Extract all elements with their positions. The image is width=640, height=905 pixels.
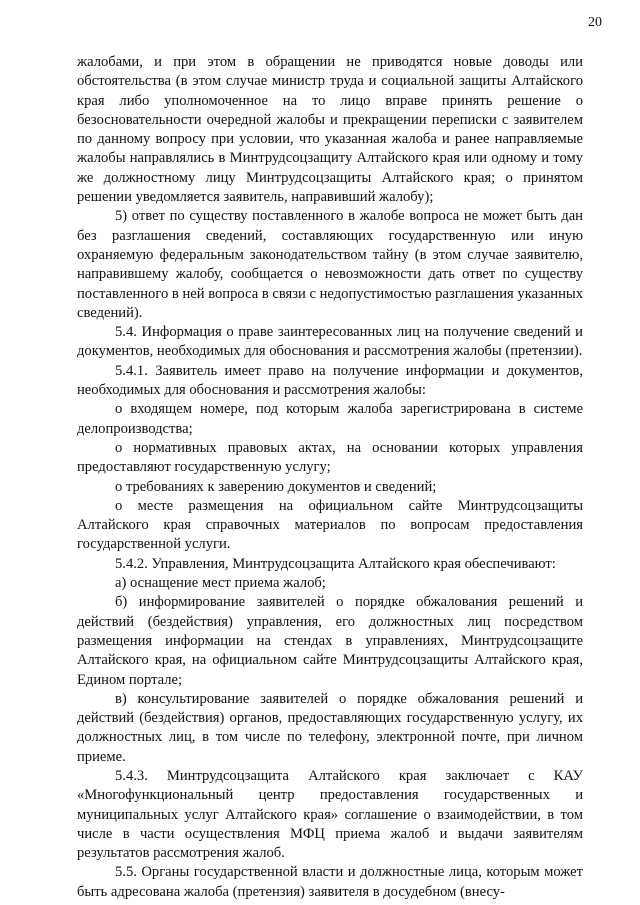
paragraph: 5.5. Органы государственной власти и должностные лица, которым может быть адресована жалоба (претензия) заявителя в досудебном (внесу- — [77, 864, 583, 900]
paragraph: б) информирование заявителей о порядке обжалования решений и действий (бездействия) управления, его должностных лиц посредством размещения информации на стендах в управлениях, Минтрудсоцзащите Алтайского края, на официальном сайте Минтрудсоцзащиты Алтайского края, Едином портале; — [77, 594, 583, 688]
paragraph: а) оснащение мест приема жалоб; — [115, 575, 326, 592]
paragraph: жалобами, и при этом в обращении не приводятся новые доводы или обстоятельства (в этом случае министр труда и социальной защиты Алтайского края либо уполномоченное на то лицо вправе принять решение о безосновательности очередной жалобы и прекращении переписки с заявителем по данному вопросу при условии, что указанная жалоба и ранее направляемые жалобы направлялись в Минтрудсоцзащиту Алтайского края или одному и тому же должностному лицу Минтрудсоцзащиты Алтайского края; о принятом решении уведомляется заявитель, направивший жалобу); — [77, 54, 583, 206]
paragraph: 5) ответ по существу поставленного в жалобе вопроса не может быть дан без разглашения сведений, составляющих государственную или иную охраняемую федеральным законодательством тайну (в этом случае заявителю, направившему жалобу, сообщается о невозможности дать ответ по существу поставленного в ней вопроса в связи с недопустимостью разглашения указанных сведений). — [77, 208, 584, 321]
body-text — [77, 53, 583, 902]
page-number: 20 — [588, 15, 602, 30]
paragraph: 5.4.2. Управления, Минтрудсоцзащита Алтайского края обеспечивают: — [115, 555, 556, 572]
paragraph: 5.4.1. Заявитель имеет право на получение информации и документов, необходимых для обоснования и рассмотрения жалобы: — [77, 362, 583, 399]
paragraph: о входящем номере, под которым жалоба зарегистрирована в системе делопроизводства; — [77, 401, 583, 437]
paragraph: в) консультирование заявителей о порядке обжалования решений и действий (бездействия) органов, предоставляющих государственную услугу, их должностных лиц, в том числе по телефону, электронной почте, при личном приеме. — [77, 690, 583, 765]
paragraph: 5.4.3. Минтрудсоцзащита Алтайского края заключает с КАУ «Многофункциональный центр предоставления государственных и муниципальных услуг Алтайского края» соглашение о взаимодействии, в том числе в части осуществления МФЦ приема жалоб и выдачи заявителям результатов рассмотрения жалоб. — [77, 767, 583, 862]
paragraph: о нормативных правовых актах, на основании которых управления предоставляют государственную услугу; — [77, 439, 583, 476]
paragraph: о месте размещения на официальном сайте Минтрудсоцзащиты Алтайского края справочных материалов по вопросам предоставления государственной услуги. — [77, 497, 583, 553]
paragraph: о требованиях к заверению документов и сведений; — [115, 478, 437, 495]
paragraph: 5.4. Информация о праве заинтересованных лиц на получение сведений и документов, необходимых для обоснования и рассмотрения жалобы (претензии). — [77, 324, 583, 360]
